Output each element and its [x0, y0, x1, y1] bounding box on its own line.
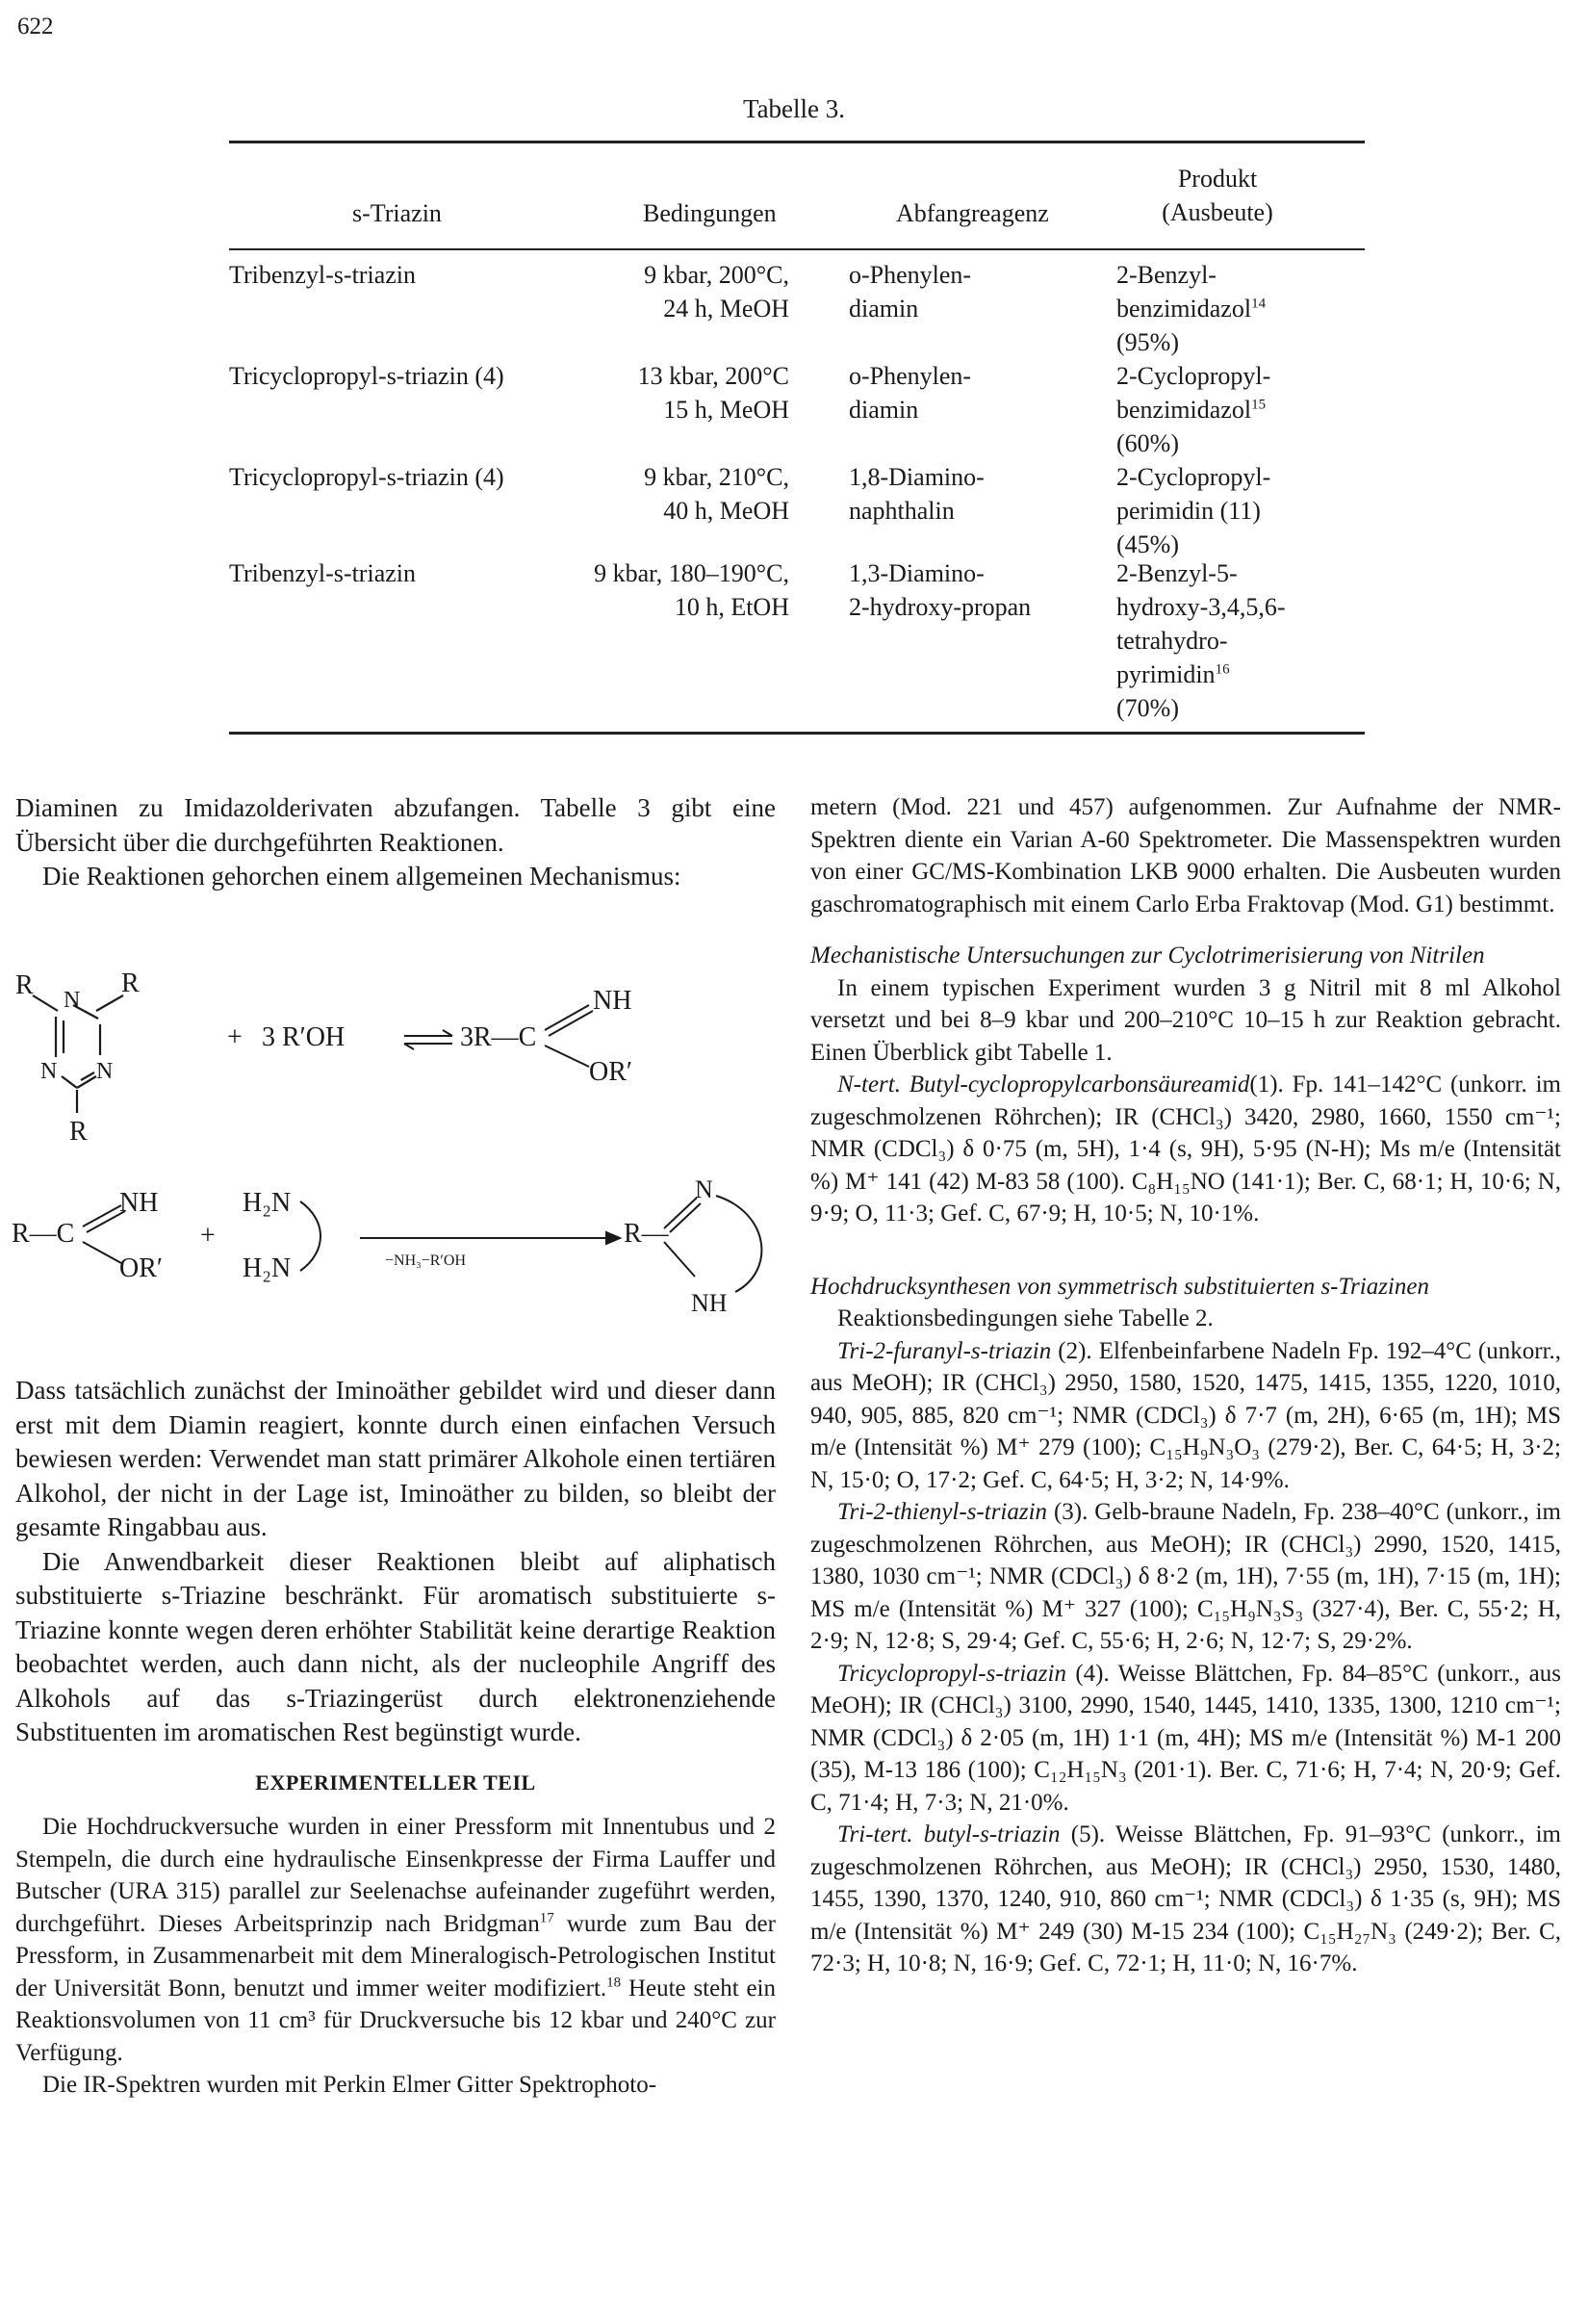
- table-top-rule: [229, 141, 1365, 143]
- scheme-product: 3R—C: [460, 1022, 537, 1052]
- reference-17: 17: [539, 1910, 554, 1926]
- scheme-n-1: N: [64, 988, 81, 1013]
- equilibrium-arrow: [404, 1030, 452, 1049]
- header-produkt-line1: Produkt: [1177, 165, 1258, 193]
- reaction-scheme: [0, 953, 789, 1377]
- scheme-nh-1: NH: [593, 986, 632, 1016]
- header-abfangreagenz: Abfangreagenz: [896, 199, 1049, 227]
- scheme-r-2: R: [121, 968, 140, 998]
- scheme-n-3: N: [96, 1059, 114, 1084]
- table-row-3-abfang: 1,8-Diamino- naphthalin: [849, 463, 985, 525]
- left-paragraph-4: Die Anwendbarkeit dieser Reaktionen bleibt auf aliphatisch substituierte s-Triazine beschränkt. Für aromatisch substituierte s-Triazine konnte wegen deren erhöhter Stabilität keine derartige Reaktion beobachtet werden, auch dann nicht, als der nucleophile Angriff des Alkohols auf das s-Triazingerüst durch elektronenziehende Substituenten im aromatischen Rest begünstigt wurde.: [15, 1546, 776, 1746]
- reference-18: 18: [606, 1975, 622, 1991]
- scheme-r-1: R: [15, 970, 34, 1000]
- table-caption: Tabelle 3.: [742, 94, 846, 123]
- left-column-top: [15, 791, 776, 894]
- table-row-2-bedingungen: 13 kbar, 200°C 15 h, MeOH: [637, 362, 789, 424]
- table-row-3-bedingungen: 9 kbar, 210°C, 40 h, MeOH: [644, 463, 789, 525]
- table-row-2-abfang: o-Phenylen- diamin: [849, 362, 972, 424]
- header-bedingungen: Bedingungen: [643, 199, 777, 227]
- triazine-ring: [33, 995, 123, 1113]
- right-paragraph-1: metern (Mod. 221 und 457) aufgenommen. Zur Aufnahme der NMR-Spektren diente ein Varian A-60 Spektrometer. Die Massenspektren wurden von einer GC/MS-Kombination LKB 9000 erhalten. Die Ausbeuten wurden gaschromatographisch mit einem Carlo Erba Fraktovap (Mod. G1) bestimmt.: [810, 794, 1561, 917]
- left-column-bottom: [15, 1374, 776, 2102]
- scheme-n-2: N: [40, 1059, 58, 1084]
- scheme-ring-n: N: [695, 1175, 713, 1203]
- reference-16: 16: [1215, 661, 1230, 678]
- table-row-1-abfang: o-Phenylen- diamin: [849, 261, 972, 323]
- table-row-4-triazin: Tribenzyl-s-triazin: [229, 559, 416, 587]
- header-produkt: [1116, 162, 1319, 229]
- right-paragraph-2: In einem typischen Experiment wurden 3 g Nitril mit 8 ml Alkohol versetzt und bei 8–9 kbar und 200–210°C 10–15 h zur Reaktion gebracht. Einen Überblick gibt Tabelle 1.: [810, 974, 1561, 1066]
- section-heading-mechanism: Mechanistische Untersuchungen zur Cyclotrimerisierung von Nitrilen: [810, 943, 1485, 968]
- scheme-or-2: OR′: [119, 1253, 164, 1283]
- compound-3: Tri-2-thienyl-s-triazin (3). Gelb-braune Nadeln, Fp. 238–40°C (unkorr., im zugeschmolzenen Röhrchen, aus MeOH); IR (CHCl₃) 2990, 1520, 1415, 1380, 1030 cm⁻¹; NMR (CDCl₃) δ 8·2 (m, 1H), 7·55 (m, 1H), 7·15 (m, 1H); MS m/e (Intensität %) M⁺ 327 (100); C₁₅H₉N₃S₃ (327·4), Ber. C, 55·2; H, 2·9; N, 12·8; S, 29·4; Gef. C, 55·6; H, 2·6; N, 12·7; S, 29·2%.: [810, 1499, 1561, 1654]
- table-row-2-produkt: 2-Cyclopropyl- benzimidazol$^{15}$ (60%): [1116, 362, 1271, 457]
- compound-1: N-tert. Butyl-cyclopropylcarbonsäureamid(1). Fp. 141–142°C (unkorr. im zugeschmolzenen Röhrchen); IR (CHCl₃) 3420, 2980, 1660, 1550 cm⁻¹; NMR (CDCl₃) δ 0·75 (m, 5H), 1·4 (s, 9H), 5·95 (N-H); Ms m/e (Intensität %) M⁺ 141 (42) M-83 58 (100). C₈H₁₅NO (141·1); Ber. C, 68·1; H, 10·6; N, 9·9; O, 11·3; Gef. C, 67·9; H, 10·5; N, 10·1%.: [810, 1072, 1561, 1227]
- table-row-4-bedingungen: 9 kbar, 180–190°C, 10 h, EtOH: [594, 559, 789, 621]
- table-bottom-rule: [229, 732, 1365, 735]
- reference-15: 15: [1251, 397, 1267, 413]
- scheme-ring-r: R—: [624, 1219, 669, 1249]
- left-paragraph-1: Diaminen zu Imidazolderivaten abzufangen. Tabelle 3 gibt eine Übersicht über die durchgeführten Reaktionen.: [15, 793, 776, 857]
- table-row-4-produkt: 2-Benzyl-5- hydroxy-3,4,5,6- tetrahydro- pyrimidin$^{16}$ (70%): [1116, 559, 1286, 722]
- reaction-arrow: [360, 1232, 620, 1244]
- table-row-3-produkt: 2-Cyclopropyl- perimidin (11) (45%): [1116, 463, 1271, 558]
- table-row-2-triazin: Tricyclopropyl-s-triazin (4): [229, 362, 504, 390]
- scheme-h2n-1: H₂N: [243, 1188, 292, 1218]
- scheme-arrow-label: −NH₃−R′OH: [385, 1252, 467, 1269]
- right-paragraph-3: Reaktionsbedingungen siehe Tabelle 2.: [837, 1305, 1214, 1331]
- left-paragraph-5: Die Hochdruckversuche wurden in einer Pressform mit Innentubus und 2 Stempeln, die durch eine hydraulische Einsenkpresse der Firma Lauffer und Butscher (URA 315) parallel zur Seelenachse aufeinander zugeführt werden, durchgeführt. Dieses Arbeitsprinzip nach Bridgman$^{17}$ wurde zum Bau der Pressform, in Zusammenarbeit mit dem Mineralogisch-Petrologischen Institut der Universität Bonn, benutzt und immer weiter modifiziert.$^{18}$ Heute steht ein Reaktionsvolumen von 11 cm³ für Druckversuche bis 12 kbar und 240°C zur Verfügung.: [15, 1814, 777, 2066]
- scheme-nh-2: NH: [119, 1188, 159, 1218]
- section-heading-synthesis: Hochdrucksynthesen von symmetrisch substituierten s-Triazinen: [810, 1273, 1429, 1300]
- table-row-4-abfang: 1,3-Diamino- 2-hydroxy-propan: [849, 559, 1032, 621]
- left-paragraph-2: Die Reaktionen gehorchen einem allgemeinen Mechanismus:: [42, 862, 681, 891]
- diamine-bracket: [300, 1201, 320, 1271]
- scheme-plus-1: +: [227, 1022, 243, 1052]
- table-header-rule: [229, 248, 1365, 250]
- compound-4: Tricyclopropyl-s-triazin (4). Weisse Blättchen, Fp. 84–85°C (unkorr., aus MeOH); IR (CHCl₃) 3100, 2990, 1540, 1445, 1410, 1335, 1300, 1210 cm⁻¹; NMR (CDCl₃) δ 2·05 (m, 1H) 1·1 (m, 4H); MS m/e (Intensität %) M-1 200 (35), M-13 186 (100); C₁₂H₁₅N₃ (201·1). Ber. C, 71·6; H, 7·4; N, 20·9; Gef. C, 71·4; H, 7·3; N, 21·0%.: [810, 1660, 1561, 1816]
- table-row-1-produkt: 2-Benzyl- benzimidazol$^{14}$ (95%): [1116, 261, 1267, 356]
- table-row-1-bedingungen: 9 kbar, 200°C, 24 h, MeOH: [644, 261, 789, 323]
- left-paragraph-3: Dass tatsächlich zunächst der Iminoäther gebildet wird und dieser dann erst mit dem Diamin reagiert, konnte durch einen einfachen Versuch bewiesen werden: Verwendet man statt primärer Alkohole einen tertiären Alkohol, der nicht in der Lage ist, Iminoäther zu bilden, so bleibt der gesamte Ringabbau aus.: [15, 1376, 776, 1541]
- right-column: [810, 791, 1561, 1980]
- scheme-r-3: R: [69, 1117, 88, 1147]
- header-produkt-line2: (Ausbeute): [1162, 198, 1273, 226]
- scheme-reagent: 3 R′OH: [262, 1022, 346, 1052]
- imidazole-ring: [664, 1196, 761, 1292]
- compound-5: Tri-tert. butyl-s-triazin (5). Weisse Blättchen, Fp. 91–93°C (unkorr., im zugeschmolzenen Röhrchen, aus MeOH); IR (CHCl₃) 2950, 1530, 1480, 1455, 1390, 1370, 1240, 910, 860 cm⁻¹; NMR (CDCl₃) δ 1·35 (s, 9H); MS m/e (Intensität %) M⁺ 249 (30) M-15 234 (100); C₁₅H₂₇N₃ (249·2); Ber. C, 72·3; H, 10·8; N, 16·9; Gef. C, 72·1; H, 11·0; N, 16·7%.: [810, 1821, 1562, 1976]
- reference-14: 14: [1251, 296, 1267, 312]
- page-number: 622: [17, 13, 54, 39]
- header-triazin: s-Triazin: [352, 199, 442, 227]
- scheme-plus-2: +: [200, 1221, 216, 1251]
- scheme-ring-nh: NH: [691, 1289, 728, 1317]
- compound-2: Tri-2-furanyl-s-triazin (2). Elfenbeinfarbene Nadeln Fp. 192–4°C (unkorr., aus MeOH); IR (CHCl₃) 2950, 1580, 1520, 1475, 1415, 1355, 1220, 1010, 940, 905, 885, 820 cm⁻¹; NMR (CDCl₃) δ 7·7 (m, 2H), 6·65 (m, 1H); MS m/e (Intensität %) M⁺ 279 (100); C₁₅H₉N₃O₃ (279·2), Ber. C, 64·5; H, 3·2; N, 15·0; O, 17·2; Gef. C, 64·5; H, 3·2; N, 14·9%.: [810, 1337, 1562, 1493]
- table-row-3-triazin: Tricyclopropyl-s-triazin (4): [229, 463, 504, 491]
- left-paragraph-6: Die IR-Spektren wurden mit Perkin Elmer Gitter Spektrophoto-: [42, 2072, 657, 2098]
- imino-bonds-1: [545, 1005, 593, 1067]
- scheme-h2n-2: H₂N: [243, 1253, 292, 1283]
- scheme-or-1: OR′: [589, 1057, 633, 1087]
- scheme-imino-r: R—C: [12, 1219, 75, 1249]
- experimental-heading: EXPERIMENTELLER TEIL: [255, 1769, 536, 1795]
- table-row-1-triazin: Tribenzyl-s-triazin: [229, 261, 416, 289]
